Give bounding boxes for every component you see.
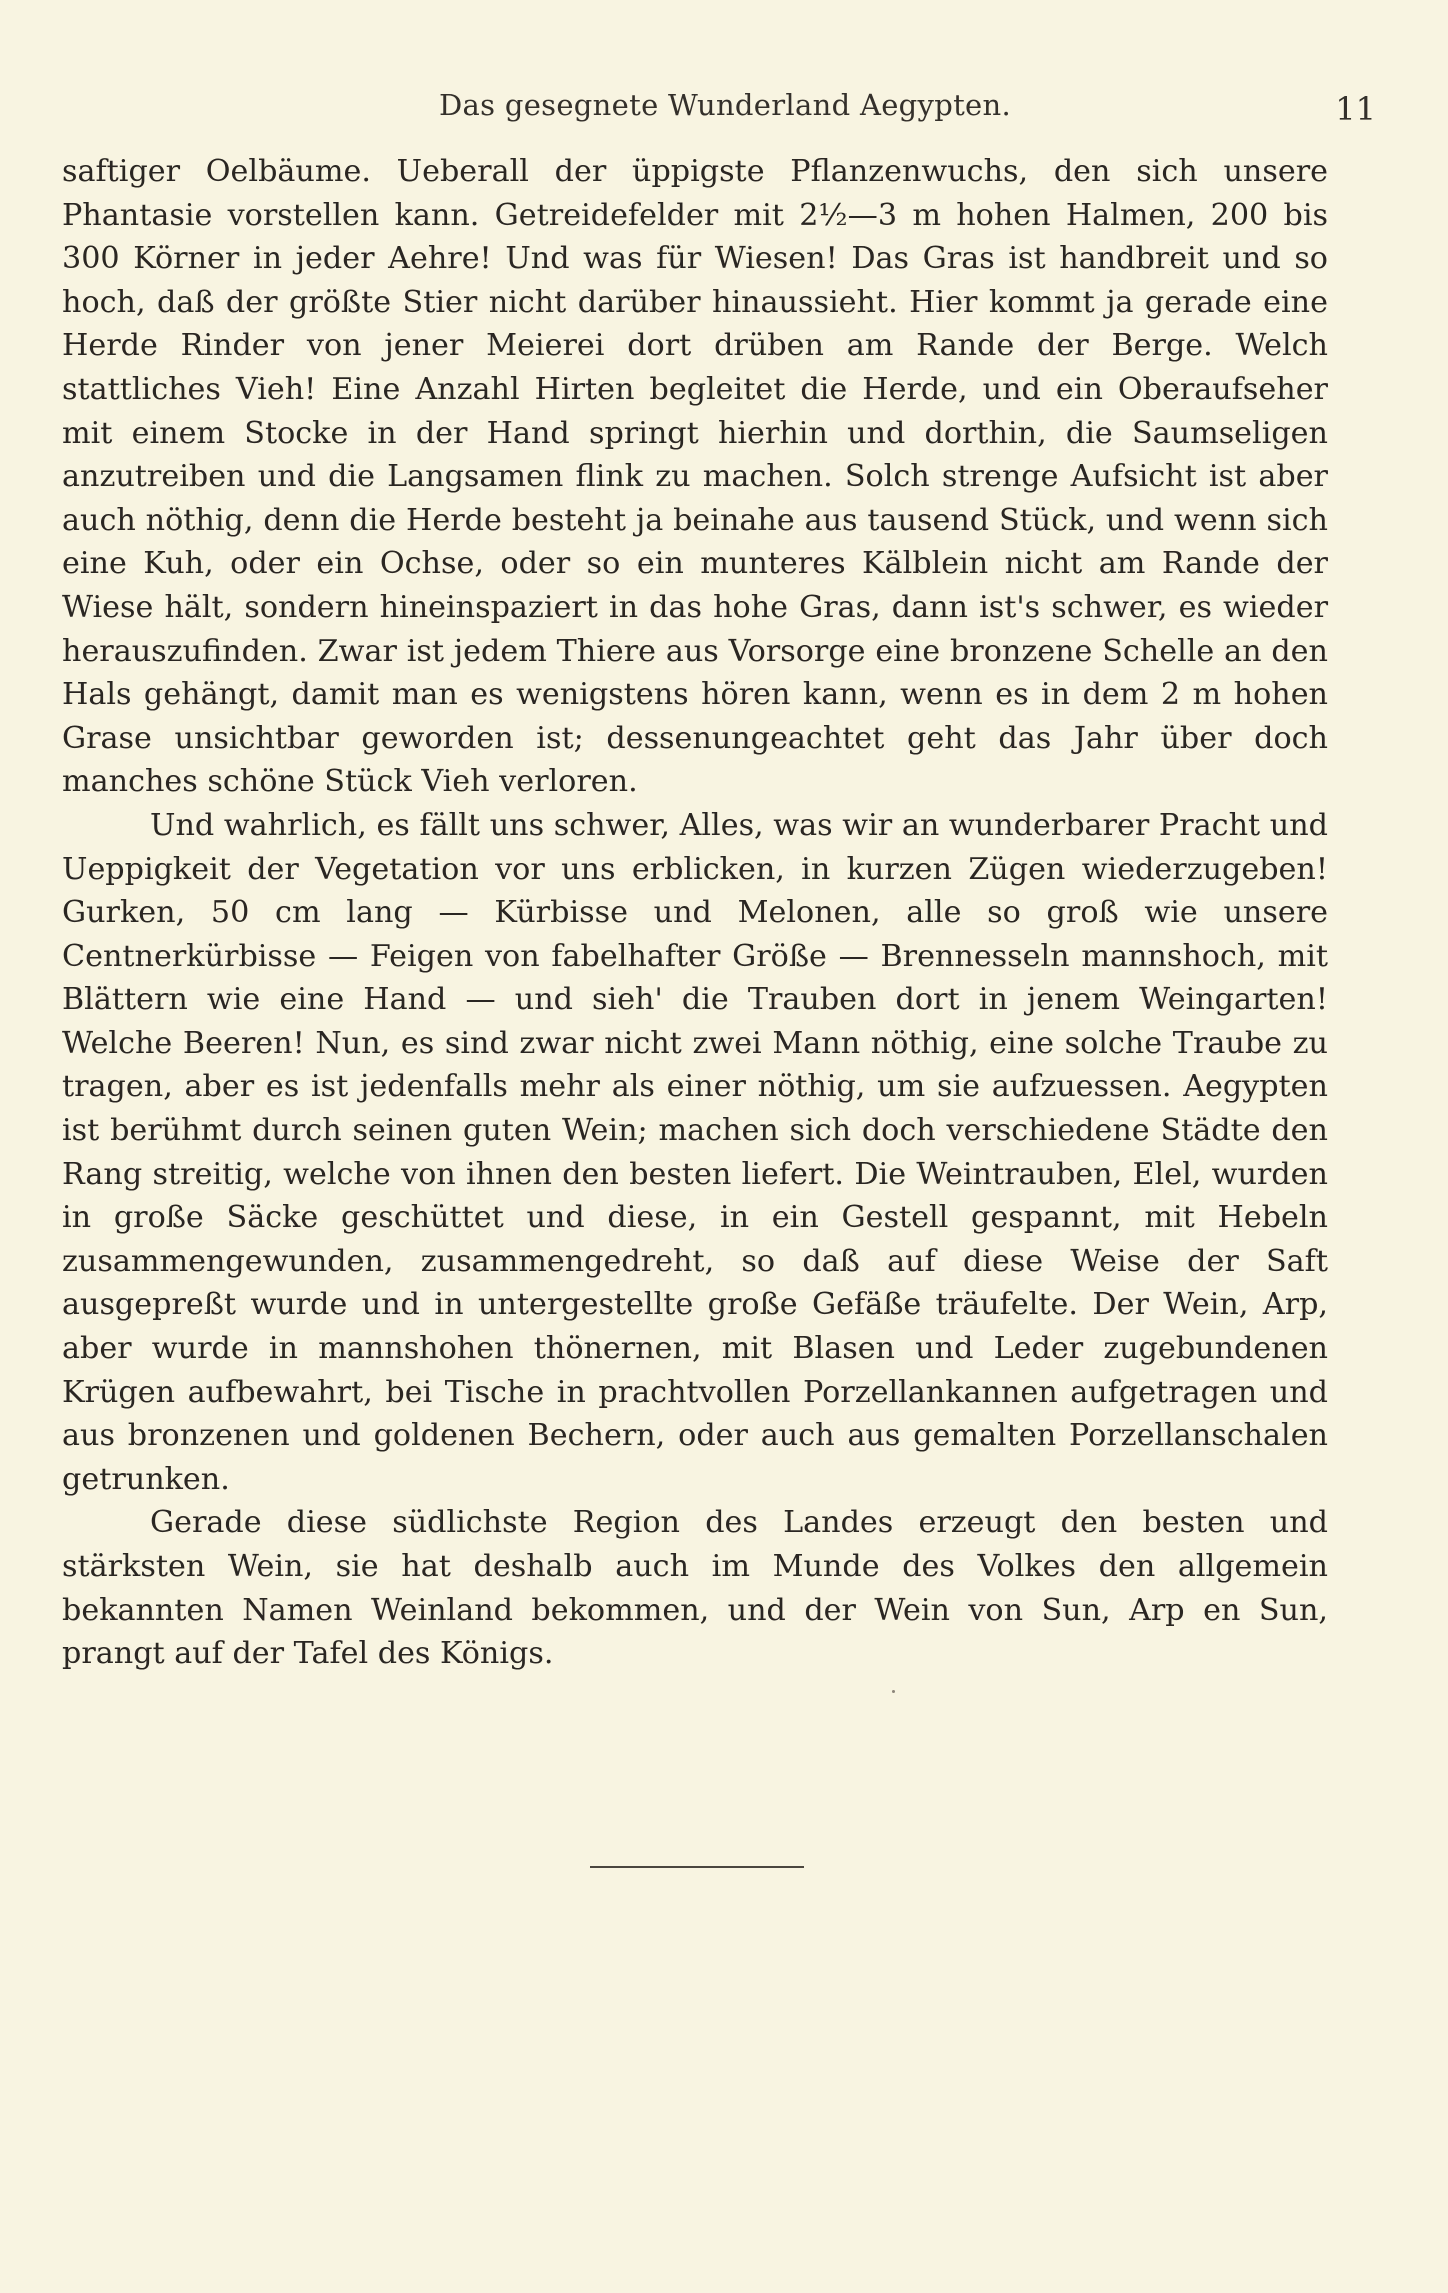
paragraph: Und wahrlich, es fällt uns schwer, Alles, was wir an wunderbarer Pracht und Ueppigkeit der Vegetation vor uns erblicken, in kurzen Zügen wiederzugeben! Gurken, 50 cm lang — Kürbisse und Melonen, alle so groß wie unsere Centnerkürbisse — Feigen von fabelhafter Größe — Brennesseln mannshoch, mit Blättern wie eine Hand — und sieh' die Trauben dort in jenem Weingarten! Welche Beeren! Nun, es sind zwar nicht zwei Mann nöthig, eine solche Traube zu tragen, aber es ist jedenfalls mehr als einer nöthig, um sie aufzuessen. Aegypten ist berühmt durch seinen guten Wein; machen sich doch verschiedene Städte den Rang streitig, welche von ihnen den besten liefert. Die Weintrauben, Elel, wurden in große Säcke geschüttet und diese, in ein Gestell gespannt, mit Hebeln zusammengewunden, zusammengedreht, so daß auf diese Weise der Saft ausgepreßt wurde und in untergestellte große Gefäße träufelte. Der Wein, Arp, aber wurde in mannshohen thönernen, mit Blasen und Leder zugebundenen Krügen aufbewahrt, bei Tische in prachtvollen Porzellankannen aufgetragen und aus bronzenen und goldenen Bechern, oder auch aus gemalten Porzellanschalen getrunken. bbox=[62, 807, 1328, 1497]
end-rule bbox=[590, 1866, 804, 1868]
running-head bbox=[60, 82, 1390, 132]
paragraph: Gerade diese südlichste Region des Landes erzeugt den besten und stärksten Wein, sie hat deshalb auch im Munde des Volkes den allgemein bekannten Namen Weinland bekommen, und der Wein von Sun, Arp en Sun, prangt auf der Tafel des Königs. bbox=[62, 1505, 1328, 1672]
paper-speck bbox=[892, 1690, 895, 1693]
paragraph: saftiger Oelbäume. Ueberall der üppigste Pflanzenwuchs, den sich unsere Phantasie vorstellen kann. Getreidefelder mit 2½—3 m hohen Halmen, 200 bis 300 Körner in jeder Aehre! Und was für Wiesen! Das Gras ist handbreit und so hoch, daß der größte Stier nicht darüber hinaussieht. Hier kommt ja gerade eine Herde Rinder von jener Meierei dort drüben am Rande der Berge. Welch stattliches Vieh! Eine Anzahl Hirten begleitet die Herde, und ein Oberaufseher mit einem Stocke in der Hand springt hierhin und dorthin, die Saumseligen anzutreiben und die Langsamen flink zu machen. Solch strenge Aufsicht ist aber auch nöthig, denn die Herde besteht ja beinahe aus tausend Stück, und wenn sich eine Kuh, oder ein Ochse, oder so ein munteres Kälblein nicht am Rande der Wiese hält, sondern hineinspaziert in das hohe Gras, dann ist's schwer, es wieder herauszufinden. Zwar ist jedem Thiere aus Vorsorge eine bronzene Schelle an den Hals gehängt, damit man es wenigstens hören kann, wenn es in dem 2 m hohen Grase unsichtbar geworden ist; dessenungeachtet geht das Jahr über doch manches schöne Stück Vieh verloren. bbox=[62, 154, 1328, 800]
page-number: 11 bbox=[1335, 90, 1376, 128]
body-text bbox=[62, 150, 1328, 1676]
running-title: Das gesegnete Wunderland Aegypten. bbox=[439, 88, 1011, 122]
